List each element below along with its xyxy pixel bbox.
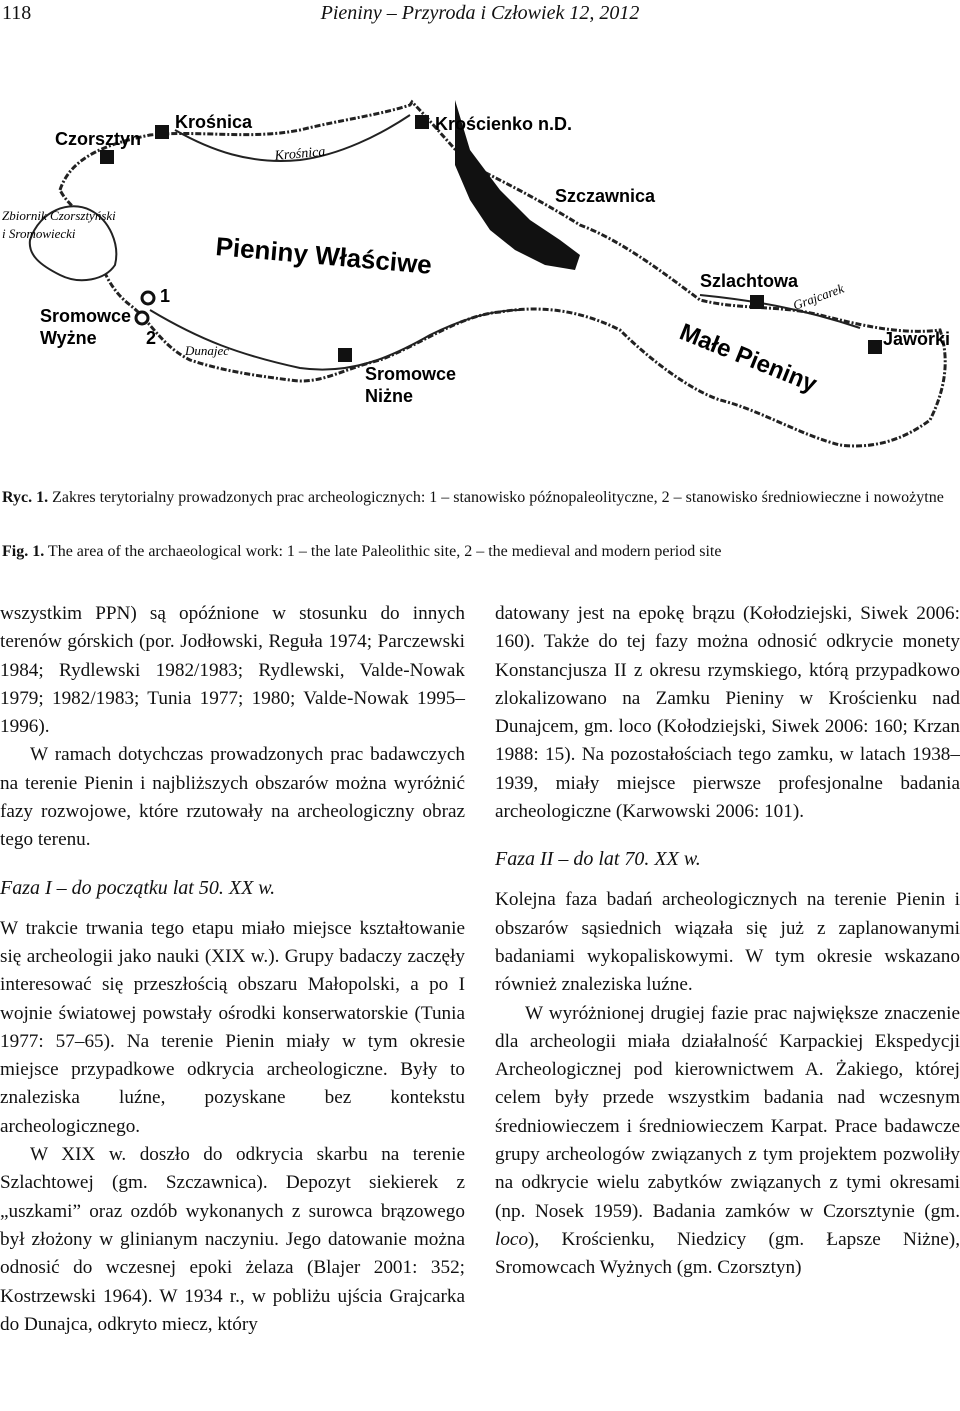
krosnica-marker bbox=[155, 125, 169, 139]
right-paragraph-3-text: W wyróżnionej drugiej fazie prac największe znaczenie dla archeologii miała działalność Karpackiej Ekspedycji Archeologicznej pod kierownictwem A. Żakiego, której celem były przede wszystkim badania nad wczesnym średniowieczem i średniowieczem Karpat. Prace badawcze grupy archeologów związanych z tym projektem pozwoliły na odkrycie wielu zabytków związanych z tymi okresami (np. Nosek 1959). Badania zamków w Czorsztynie (gm. bbox=[495, 1002, 960, 1222]
label-grajcarek: Grajcarek bbox=[790, 280, 846, 313]
right-paragraph-2: Kolejna faza badań archeologicznych na terenie Pienin i obszarów sąsiednich wiązała się już z zaplanowanymi badaniami wykopaliskowymi. W tym okresie wskazano również znaleziska luźne. bbox=[495, 889, 960, 996]
caption-polish bbox=[2, 486, 958, 509]
spacer bbox=[495, 826, 960, 839]
label-czorsztyn: Czorsztyn bbox=[55, 129, 142, 149]
label-szlachtowa: Szlachtowa bbox=[700, 271, 799, 291]
label-sromowce-nizne-1: Sromowce bbox=[365, 364, 457, 384]
szlachtowa-marker bbox=[750, 295, 764, 309]
kroscienko-marker bbox=[415, 115, 429, 129]
journal-title: Pieniny – Przyroda i Człowiek 12, 2012 bbox=[320, 2, 640, 24]
region-map bbox=[0, 90, 960, 470]
left-column bbox=[0, 600, 465, 1339]
label-jaworki: Jaworki bbox=[883, 329, 951, 349]
label-site-1: 1 bbox=[160, 286, 171, 306]
caption-english-prefix: Fig. 1. bbox=[2, 543, 45, 560]
left-paragraph-1: wszystkim PPN) są opóźnione w stosunku do innych terenów górskich (por. Jodłowski, Reguła 1974; Parczewski 1984; Rydlewski 1982/1983; Rydlewski, Valde-Nowak 1979; 1982/1983; Tunia 1977; 1980; Valde-Nowak 1995–1996). bbox=[0, 603, 465, 738]
caption-polish-text: Zakres terytorialny prowadzonych prac archeologicznych: 1 – stanowisko późnopaleolityczne, 2 – stanowisko średniowieczne i nowożytne bbox=[48, 489, 944, 506]
right-paragraph-1: datowany jest na epokę brązu (Kołodziejski, Siwek 2006: 160). Także do tej fazy można odnosić odkrycie monety Konstancjusza II z okresu rzymskiego, którą przypadkowo zlokalizowano na Zamku Pieniny w Krościenku nad Dunajcem, gm. loco (Kołodziejski, Siwek 2006: 160; Krzan 1988: 15). Na pozostałościach tego zamku, w latach 1938–1939, miały miejsce pierwsze profesjonalne badania archeologiczne (Karwowski 2006: 101). bbox=[495, 603, 960, 823]
right-paragraph-3-tail: ), Krościenku, Niedzicy (gm. Łapsze Niżne), Sromowcach Wyżnych (gm. Czorsztyn) bbox=[495, 1228, 960, 1279]
left-paragraph-2: W ramach dotychczas prowadzonych prac badawczych na terenie Pienin i najbliższych obszarów można wyróżnić fazy rozwojowe, które rzutowały na archeologiczny obraz tego terenu. bbox=[0, 744, 465, 851]
section-heading-faza-2: Faza II – do lat 70. XX w. bbox=[495, 848, 701, 871]
jaworki-marker bbox=[868, 340, 882, 354]
label-kroscienko: Krościenko n.D. bbox=[435, 114, 573, 134]
running-header bbox=[0, 2, 960, 28]
page-number: 118 bbox=[2, 2, 32, 24]
label-zbiornik-2: i Sromowiecki bbox=[2, 226, 76, 241]
site-2-marker bbox=[136, 312, 148, 324]
caption-english-text: The area of the archaeological work: 1 – the late Paleolithic site, 2 – the medieval and modern period site bbox=[44, 543, 722, 560]
label-site-2: 2 bbox=[146, 328, 157, 348]
label-krosnica-town: Krośnica bbox=[175, 112, 253, 132]
left-paragraph-3: W trakcie trwania tego etapu miało miejsce kształtowanie się archeologii jako nauki (XIX w.). Grupy badaczy zaczęły interesować się przeszłością obszaru Małopolski, a po I wojnie światowej powstały ośrodki konserwatorskie (Tunia 1977: 57–65). Na terenie Pienin miały w tym okresie miejsce przypadkowe odkrycia archeologiczne. Były to znaleziska luźne, pozyskane bez kontekstu archeologicznego. bbox=[0, 917, 465, 1137]
section-heading-faza-1: Faza I – do początku lat 50. XX w. bbox=[0, 876, 276, 899]
czorsztyn-marker bbox=[100, 150, 114, 164]
right-paragraph-3 bbox=[495, 1000, 960, 1283]
dunajec-river bbox=[150, 310, 520, 370]
caption-english bbox=[2, 540, 958, 563]
label-zbiornik-1: Zbiornik Czorsztyński bbox=[2, 208, 116, 223]
left-paragraph-4: W XIX w. doszło do odkrycia skarbu na terenie Szlachtowej (gm. Szczawnica). Depozyt siekierek z „uszkami” oraz ozdób wykonanych z surowca brązowego był złożony w glinianym naczyniu. Jego datowanie można odnosić do wczesnej epoki żelaza (Blajer 2001: 352; Kostrzewski 1964). W 1934 r., w pobliżu ujścia Grajcarka do Dunajca, odkryto miecz, który bbox=[0, 1144, 465, 1335]
label-sromowce-wyzne-2: Wyżne bbox=[40, 328, 97, 348]
label-krosnica-river: Krośnica bbox=[274, 144, 326, 164]
spacer bbox=[0, 855, 465, 868]
right-column bbox=[495, 600, 960, 1283]
label-dunajec: Dunajec bbox=[185, 343, 230, 358]
label-sromowce-wyzne-1: Sromowce bbox=[40, 306, 132, 326]
caption-polish-prefix: Ryc. 1. bbox=[2, 489, 49, 506]
label-sromowce-nizne-2: Niżne bbox=[365, 386, 414, 406]
site-1-marker bbox=[142, 292, 154, 304]
sromowce-nizne-marker bbox=[338, 348, 352, 362]
right-paragraph-3-emphasis: loco bbox=[495, 1228, 529, 1250]
label-szczawnica: Szczawnica bbox=[555, 186, 656, 206]
area-boundary bbox=[60, 102, 945, 446]
label-pieniny-wlasciwe: Pieniny Właściwe bbox=[214, 231, 434, 280]
grajcarek-stream bbox=[700, 295, 860, 328]
region-map-svg bbox=[0, 90, 960, 470]
label-male-pieniny: Małe Pieniny bbox=[675, 318, 821, 399]
